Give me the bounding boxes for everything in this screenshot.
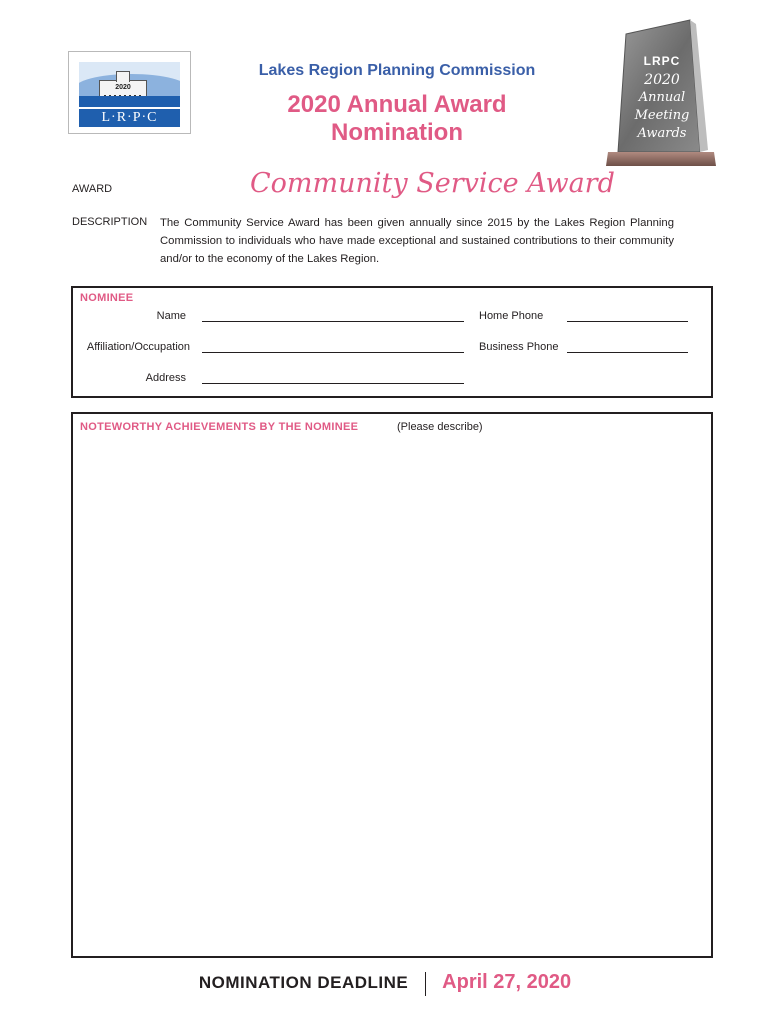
trophy-line-1: 2020 [644,72,680,88]
business-phone-label: Business Phone [479,341,559,353]
deadline-divider [425,972,426,996]
achievements-hint: (Please describe) [397,421,483,433]
trophy-image [606,18,718,170]
logo-year: 2020 [115,84,131,91]
achievements-textarea[interactable] [80,442,706,951]
trophy-org: LRPC [643,54,681,68]
logo-letters: L·R·P·C [79,109,180,127]
home-phone-underline [567,321,688,322]
trophy-line-3: Meeting [634,108,690,123]
deadline-date: April 27, 2020 [442,971,572,993]
nominee-heading: NOMINEE [80,292,134,304]
home-phone-field[interactable] [567,306,688,320]
business-phone-field[interactable] [567,337,688,351]
name-field[interactable] [202,306,464,320]
description-label: DESCRIPTION [72,216,148,228]
org-name: Lakes Region Planning Commission [258,62,536,79]
achievements-heading: NOTEWORTHY ACHIEVEMENTS BY THE NOMINEE [80,421,359,433]
address-underline [202,383,464,384]
address-field[interactable] [202,368,464,382]
form-title: 2020 Annual Award Nomination [287,91,507,146]
deadline-footer [0,971,770,996]
affiliation-label: Affiliation/Occupation [86,341,190,353]
business-phone-underline [567,352,688,353]
award-label: AWARD [72,183,113,195]
lrpc-logo [68,51,191,134]
award-name: Community Service Award [250,168,615,199]
trophy-line-2: Annual [638,90,686,105]
deadline-label: NOMINATION DEADLINE [198,973,409,992]
address-label: Address [145,372,186,384]
name-underline [202,321,464,322]
logo-water [79,96,180,107]
trophy-line-4: Awards [637,126,687,141]
name-label: Name [156,310,186,322]
home-phone-label: Home Phone [479,310,544,322]
affiliation-field[interactable] [202,337,464,351]
award-description: The Community Service Award has been given annually since 2015 by the Lakes Region Planning Commission to individuals who have made exceptional and sustained contributions to their community and/or to the economy of the Lakes Region. [160,217,674,265]
affiliation-underline [202,352,464,353]
